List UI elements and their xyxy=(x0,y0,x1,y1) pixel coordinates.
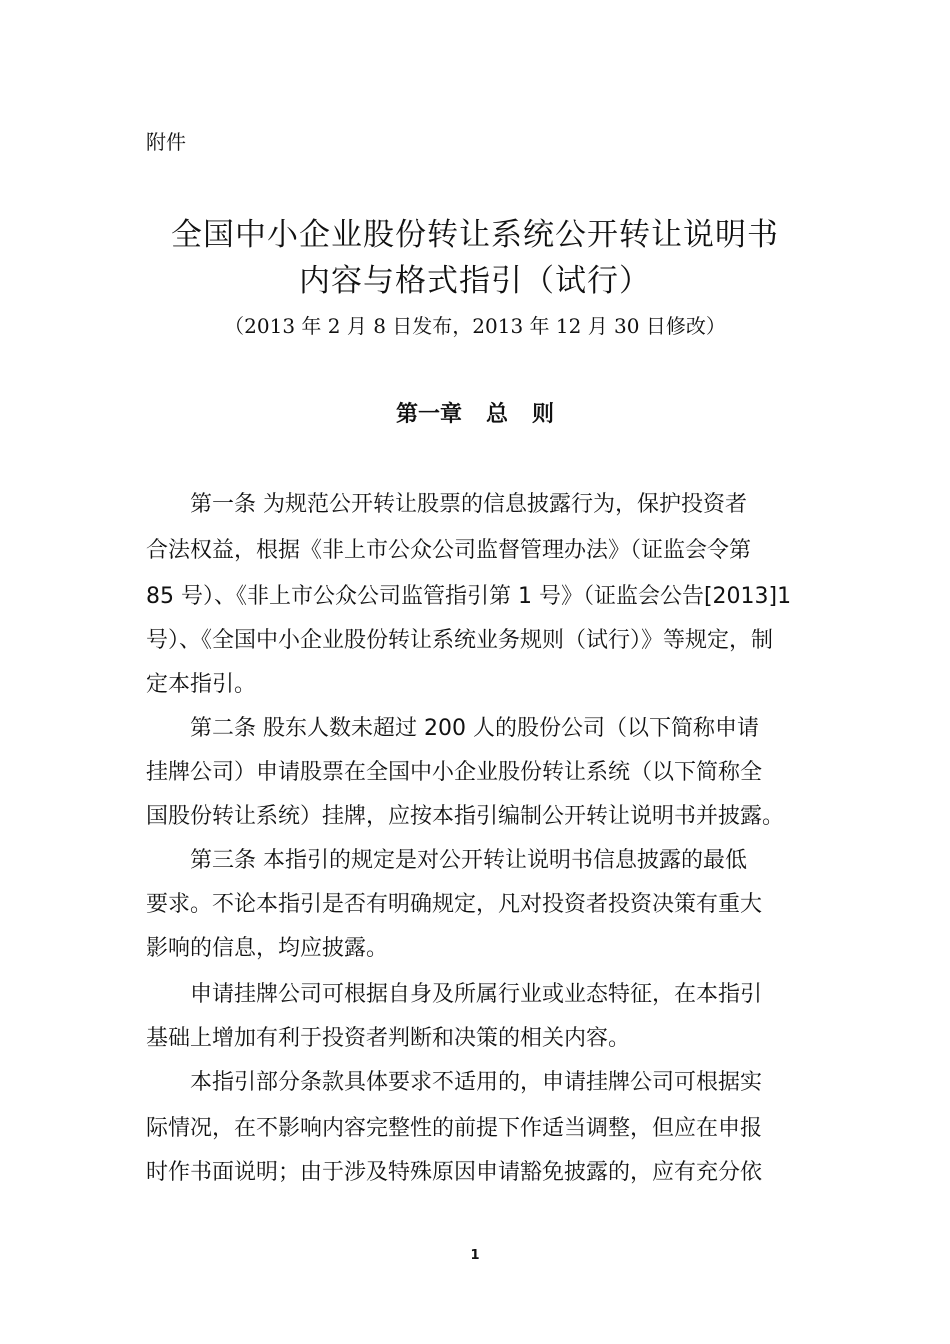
body-line: 要求。不论本指引是否有明确规定，凡对投资者投资决策有重大 xyxy=(146,892,763,917)
chapter-heading xyxy=(0,400,950,430)
body-line: 时作书面说明；由于涉及特殊原因申请豁免披露的，应有充分依 xyxy=(146,1160,763,1185)
body-line: 际情况，在不影响内容完整性的前提下作适当调整，但应在申报 xyxy=(146,1116,763,1141)
body-line: 国股份转让系统）挂牌，应按本指引编制公开转让说明书并披露。 xyxy=(146,804,785,829)
body-line: 第二条 股东人数未超过 200 人的股份公司（以下简称申请 xyxy=(190,716,759,741)
body-line: 号）、《全国中小企业股份转让系统业务规则（试行）》等规定，制 xyxy=(146,628,774,653)
body-line: 第一条 为规范公开转让股票的信息披露行为，保护投资者 xyxy=(190,492,747,517)
page-number: 1 xyxy=(470,1248,480,1263)
body-line: 第三条 本指引的规定是对公开转让说明书信息披露的最低 xyxy=(190,848,747,873)
body-line: 本指引部分条款具体要求不适用的，申请挂牌公司可根据实 xyxy=(190,1070,763,1095)
chapter-title-char-1: 总 xyxy=(485,402,508,427)
document-title-line-1: 全国中小企业股份转让系统公开转让说明书 xyxy=(171,217,779,253)
chapter-title-char-2: 则 xyxy=(532,402,555,427)
body-line: 定本指引。 xyxy=(146,672,257,697)
body-line: 影响的信息，均应披露。 xyxy=(146,936,389,961)
body-line: 基础上增加有利于投资者判断和决策的相关内容。 xyxy=(146,1026,631,1051)
body-line: 挂牌公司）申请股票在全国中小企业股份转让系统（以下简称全 xyxy=(146,760,763,785)
body-line: 合法权益，根据《非上市公众公司监督管理办法》（证监会令第 xyxy=(146,538,752,563)
body-line: 85 号）、《非上市公众公司监管指引第 1 号》（证监会公告[2013]1 xyxy=(146,584,792,609)
attachment-label: 附件 xyxy=(146,130,186,154)
chapter-number: 第一章 xyxy=(395,402,462,427)
publication-date-note: （2013 年 2 月 8 日发布，2013 年 12 月 30 日修改） xyxy=(224,314,726,338)
document-title-line-2: 内容与格式指引（试行） xyxy=(299,263,651,299)
body-line: 申请挂牌公司可根据自身及所属行业或业态特征，在本指引 xyxy=(190,982,763,1007)
